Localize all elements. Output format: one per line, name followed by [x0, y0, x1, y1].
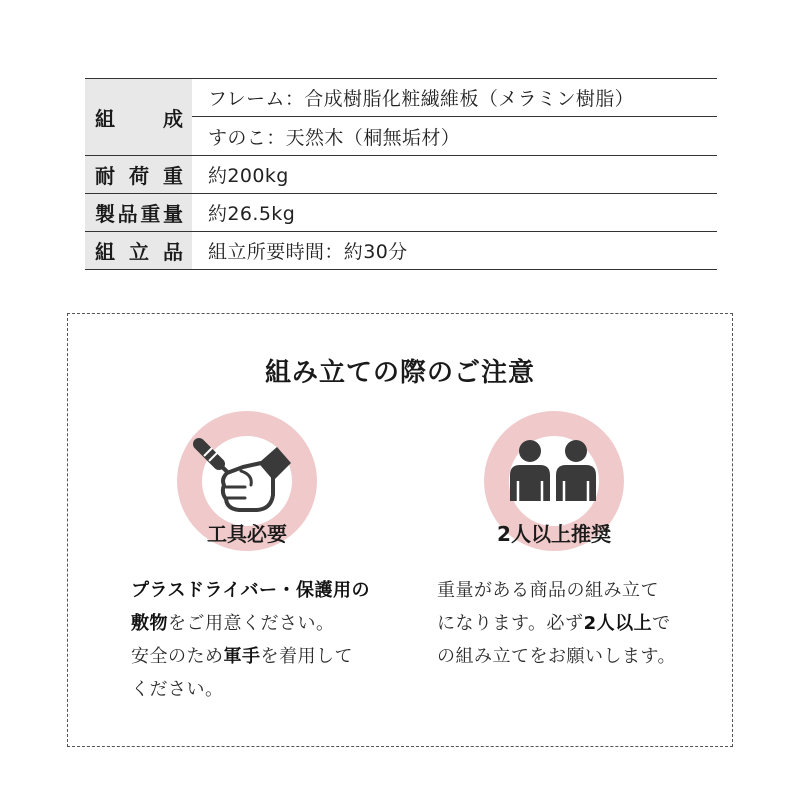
assembly-notice-box [67, 313, 733, 747]
instruction-text: の組み立てをお願いします。 [437, 646, 677, 667]
spec-value: 約26.5kg [208, 203, 296, 225]
spec-row-load-capacity [85, 156, 717, 194]
spec-row-header [85, 232, 192, 269]
instruction-line [437, 640, 676, 673]
instruction-text: ください。 [131, 679, 224, 700]
spec-row-weight [85, 194, 717, 232]
spec-row-assembly [85, 232, 717, 270]
spec-values [192, 79, 717, 155]
spec-row-header [85, 79, 192, 155]
instruction-line [437, 607, 676, 640]
two-people-label: 2人以上推奨 [497, 522, 611, 546]
spec-label: 組立品 [95, 240, 183, 264]
instruction-text: 安全のため [131, 646, 224, 667]
instruction-line [437, 574, 676, 607]
instruction-line [131, 574, 370, 607]
instruction-text: を着用して [260, 646, 353, 667]
spec-values [192, 156, 717, 193]
instruction-text: をご用意ください。 [168, 613, 335, 634]
emphasis-text: 2人以上 [583, 613, 653, 634]
spec-row-header [85, 194, 192, 231]
instruction-text: で [652, 613, 671, 634]
spec-table [85, 78, 717, 270]
emphasis-text: プラスドライバー・保護用の [131, 580, 371, 601]
notice-title: 組み立ての際のご注意 [264, 358, 535, 388]
tools-required-description [131, 574, 370, 706]
instruction-text: 重量がある商品の組み立て [437, 580, 659, 601]
spec-value: すのこ：天然木（桐無垢材） [208, 126, 461, 149]
two-people-description [437, 574, 676, 673]
spec-label: 組成 [95, 106, 183, 131]
spec-value: 組立所要時間：約30分 [208, 241, 408, 263]
spec-values [192, 194, 717, 231]
spec-value: フレーム：合成樹脂化粧繊維板（メラミン樹脂） [192, 79, 717, 117]
spec-values [192, 232, 717, 269]
spec-value: 約200kg [208, 165, 289, 187]
instruction-line [131, 673, 370, 706]
instruction-line [131, 607, 370, 640]
emphasis-text: 軍手 [223, 646, 261, 667]
emphasis-text: 敷物 [131, 613, 168, 634]
spec-row-header [85, 156, 192, 193]
spec-row-composition [85, 79, 717, 156]
tools-required-label: 工具必要 [207, 522, 287, 546]
spec-label: 耐荷重 [95, 164, 183, 188]
instruction-line [131, 640, 370, 673]
spec-label: 製品重量 [95, 202, 183, 226]
instruction-text: になります。必ず [437, 613, 584, 634]
